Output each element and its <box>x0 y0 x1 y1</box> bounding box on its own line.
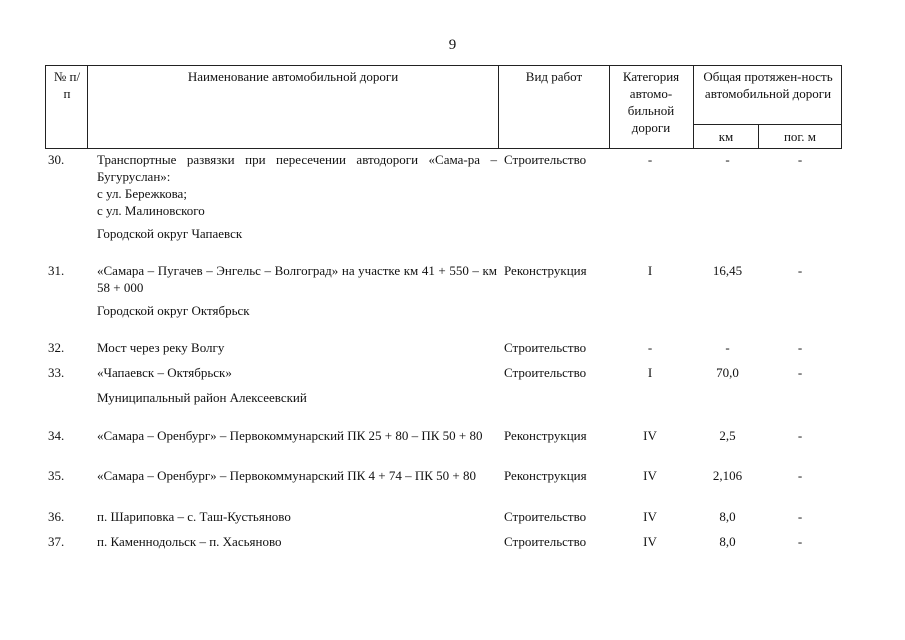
road-name: «Чапаевск – Октябрьск» <box>97 365 232 380</box>
length-km: 8,0 <box>719 534 736 549</box>
road-name: «Самара – Оренбург» – Первокоммунарский ПК 4 + 74 – ПК 50 + 80 <box>97 468 477 483</box>
col-divider <box>609 65 610 149</box>
header-km: км <box>718 129 734 144</box>
work-type: Строительство <box>504 509 587 524</box>
length-km: 16,45 <box>712 263 743 278</box>
length-pog-m: - <box>797 263 803 278</box>
header-category: Категория автомо-бильной дороги <box>622 69 680 135</box>
road-category: I <box>647 365 653 380</box>
road-category: IV <box>643 468 657 483</box>
road-name-text: Транспортные развязки при пересечении автодороги «Сама-ра – Бугуруслан»: <box>97 152 497 184</box>
row-number: 33. <box>48 365 65 380</box>
work-type: Строительство <box>504 152 587 167</box>
section-heading: Городской округ Октябрьск <box>97 303 250 318</box>
row-number: 35. <box>48 468 65 483</box>
row-number: 37. <box>48 534 65 549</box>
road-category: - <box>647 152 653 167</box>
work-type: Реконструкция <box>504 468 587 483</box>
row-number: 34. <box>48 428 65 443</box>
section-heading: Муниципальный район Алексеевский <box>97 390 307 405</box>
row-number: 32. <box>48 340 65 355</box>
header-name: Наименование автомобильной дороги <box>187 69 399 84</box>
length-km: 2,5 <box>719 428 736 443</box>
road-name-line: с ул. Малиновского <box>97 203 205 218</box>
road-category: - <box>647 340 653 355</box>
length-pog-m: - <box>797 340 803 355</box>
road-name <box>97 151 497 219</box>
length-pog-m: - <box>797 365 803 380</box>
header-length: Общая протяжен-ность автомобильной дороги <box>703 69 833 101</box>
work-type: Строительство <box>504 365 587 380</box>
road-name: п. Каменнодольск – п. Хасьяново <box>97 534 282 549</box>
road-category: IV <box>643 428 657 443</box>
header-work: Вид работ <box>525 69 583 84</box>
length-km: 2,106 <box>712 468 743 483</box>
length-pog-m: - <box>797 509 803 524</box>
row-number: 31. <box>48 263 65 278</box>
road-name-line: с ул. Бережкова; <box>97 186 187 201</box>
road-category: I <box>647 263 653 278</box>
road-name: п. Шариповка – с. Таш-Кустьяново <box>97 509 291 524</box>
road-category: IV <box>643 509 657 524</box>
work-type: Реконструкция <box>504 428 587 443</box>
row-divider <box>693 124 842 125</box>
road-name: Мост через реку Волгу <box>97 340 225 355</box>
length-km: 70,0 <box>716 365 739 380</box>
length-pog-m: - <box>797 534 803 549</box>
length-pog-m: - <box>797 152 803 167</box>
col-divider <box>498 65 499 149</box>
row-number: 30. <box>48 152 65 167</box>
work-type: Строительство <box>504 534 587 549</box>
row-number: 36. <box>48 509 65 524</box>
work-type: Реконструкция <box>504 263 587 278</box>
length-pog-m: - <box>797 428 803 443</box>
road-name: «Самара – Оренбург» – Первокоммунарский ПК 25 + 80 – ПК 50 + 80 <box>97 428 483 443</box>
road-category: IV <box>643 534 657 549</box>
length-km: - <box>725 152 730 167</box>
header-num: № п/п <box>53 69 81 101</box>
section-heading: Городской округ Чапаевск <box>97 226 243 241</box>
page-number: 9 <box>448 37 457 53</box>
road-name: «Самара – Пугачев – Энгельс – Волгоград» на участке км 41 + 550 – км 58 + 000 <box>97 263 497 295</box>
header-pog-m: пог. м <box>783 129 817 144</box>
col-divider <box>87 65 88 149</box>
work-type: Строительство <box>504 340 587 355</box>
length-pog-m: - <box>797 468 803 483</box>
length-km: - <box>725 340 730 355</box>
length-km: 8,0 <box>719 509 736 524</box>
